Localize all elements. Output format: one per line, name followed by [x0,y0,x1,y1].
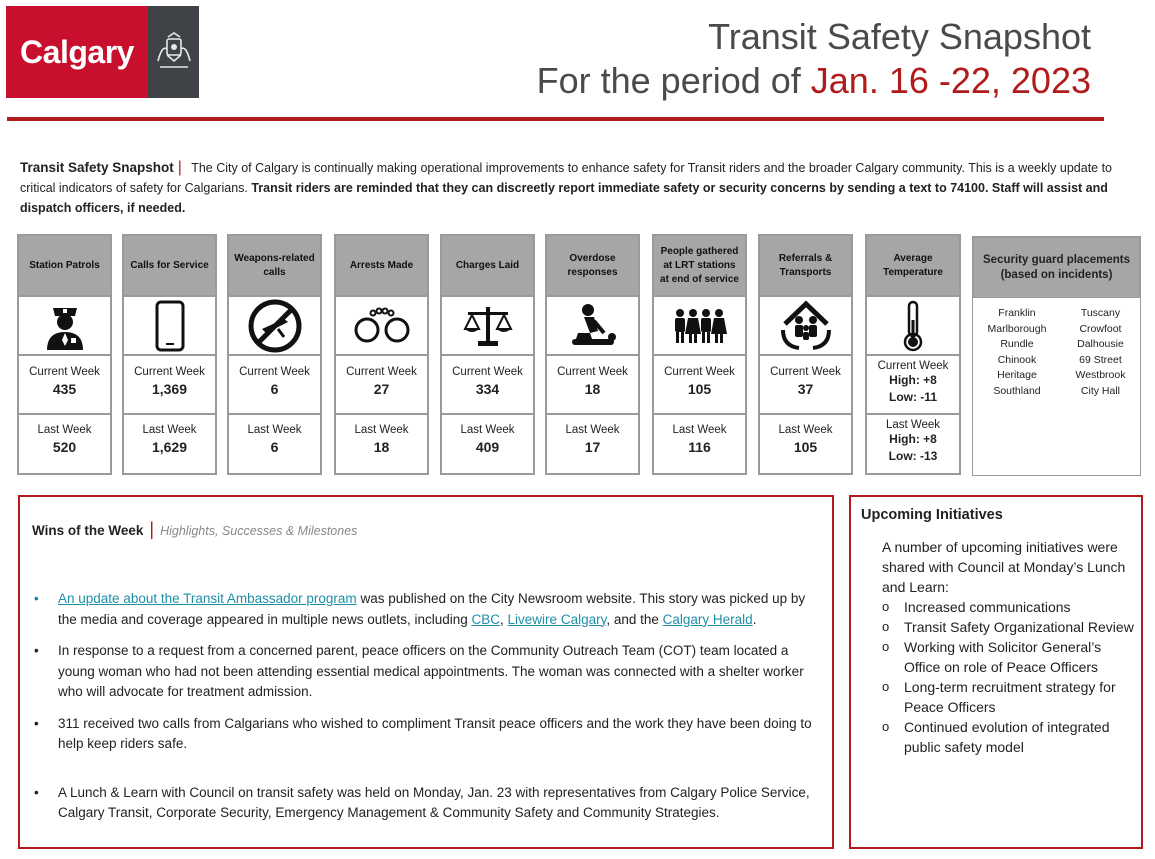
current-week-label: Current Week [664,366,735,378]
wins-list [32,589,822,835]
livewire-calgary-link[interactable]: Livewire Calgary [507,611,607,627]
intro-separator: | [177,159,182,176]
calgary-logo [6,6,199,98]
list-item: • A Lunch & Learn with Council on transit safety was held on Monday, Jan. 23 with representatives from Calgary Police Service, Calgary Transit, Corporate Security, Emergency Management & Community Safety and Community Strategies. [32,783,822,824]
ambassador-program-link[interactable]: An update about the Transit Ambassador program [58,591,357,606]
guard-location: Tuscany [1080,307,1121,319]
list-item: • 311 received two calls from Calgarians who wished to compliment Transit peace officers and the work they have been doing to help keep riders safe. [32,714,822,755]
last-week-cell [442,415,533,473]
upcoming-intro: A number of upcoming initiatives were shared with Council at Monday’s Lunch and Learn: [882,539,1126,595]
upcoming-title: Upcoming Initiatives [861,507,1003,523]
last-week-label: Last Week [885,419,941,431]
list-item-text: , [500,611,508,627]
current-week-value: 105 [687,381,712,397]
list-item-text: . [752,611,757,627]
last-week-cell [124,415,215,473]
current-week-cell [19,356,110,415]
no-weapons-icon [229,297,320,356]
current-week-label: Current Week [239,366,310,378]
crest-icon [148,6,199,98]
period-line [537,60,1091,102]
current-week-label: Current Week [770,366,841,378]
current-week-label: Current Week [134,366,205,378]
last-week-cell [654,415,745,473]
stat-arrests-made [334,234,429,475]
intro-text: The City of Calgary is continually making operational improvements to enhance safety for Transit riders and the broader Calgary community. This is a weekly update to critical indicators of safety for Calgarians. [20,161,1113,195]
last-week-label: Last Week [247,424,302,436]
current-week-cell [867,356,959,415]
last-week-cell [760,415,851,473]
wins-separator: | [149,519,155,539]
last-week-cell [229,415,320,473]
last-week-cell [867,415,959,473]
current-week-value: 6 [270,381,279,397]
current-week-label: Current Week [452,366,523,378]
stat-overdose-responses [545,234,640,475]
period-prefix: For the period of [536,60,811,101]
stat-referrals-transports [758,234,853,475]
wins-title: Wins of the Week [32,523,144,538]
current-week-label: Current Week [877,360,949,372]
last-week-label: Last Week [565,424,620,436]
current-week-cell [124,356,215,415]
calgary-herald-link[interactable]: Calgary Herald [662,611,753,627]
wins-heading [32,519,357,540]
intro-bold-text: Transit riders are reminded that they can discreetly report immediate safety or security concerns by sending a text to 74100. Staff will assist and dispatch officers, if needed. [20,181,1108,215]
current-week-label: Current Week [557,366,628,378]
stat-label: Weapons-related calls [229,236,320,297]
stat-label: Charges Laid [442,236,533,297]
last-week-label: Last Week [672,424,727,436]
stat-charges-laid [440,234,535,475]
guard-location: Heritage [997,369,1037,381]
current-week-value: 18 [584,381,601,397]
current-week-value: 37 [797,381,814,397]
guard-location: Dalhousie [1077,338,1124,350]
last-week-cell [19,415,110,473]
current-week-label: Current Week [29,366,100,378]
current-week-value: 334 [475,381,500,397]
current-week-cell [229,356,320,415]
current-week-label: Current Week [346,366,417,378]
stat-station-patrols [17,234,112,475]
stat-label: Station Patrols [19,236,110,297]
current-week-value: 1,369 [151,381,188,397]
group-people-icon [654,297,745,356]
last-week-value: 1,629 [151,439,188,455]
last-week-value: 17 [584,439,601,455]
guard-column-right [1075,306,1125,399]
guard-location: Rundle [1000,338,1034,350]
last-low: Low: -13 [888,449,938,463]
last-week-label: Last Week [37,424,92,436]
scales-icon [442,297,533,356]
list-item [32,589,822,630]
stat-people-gathered-lrt [652,234,747,475]
security-guard-placements [972,236,1141,476]
guard-heading: Security guard placements (based on incidents) [973,237,1140,298]
guard-location: Southland [993,384,1041,397]
stat-average-temperature [865,234,961,475]
current-week-cell [442,356,533,415]
stat-label: Overdose responses [547,236,638,297]
stat-weapons-related-calls [227,234,322,475]
guard-location: City Hall [1080,384,1121,397]
stat-calls-for-service [122,234,217,475]
last-week-label: Last Week [778,424,833,436]
stat-label: Calls for Service [124,236,215,297]
stat-label: People gathered at LRT stations at end of service [654,236,745,297]
last-high: High: +8 [889,432,937,446]
last-week-value: 6 [270,439,279,455]
header-divider [7,117,1104,121]
list-item: o Long-term recruitment strategy for Peace Officers [882,677,1138,717]
thermometer-icon [867,297,959,356]
guard-location: 69 Street [1079,353,1122,366]
logo-wordmark: Calgary [6,6,148,98]
wins-of-the-week [18,495,834,849]
phone-icon [124,297,215,356]
last-week-value: 116 [688,439,711,455]
guard-location: Franklin [998,307,1036,319]
cbc-link[interactable]: CBC [471,611,501,627]
last-week-cell [336,415,427,473]
last-week-label: Last Week [142,424,197,436]
current-week-cell [547,356,638,415]
list-item-text: was published on the City Newsroom website. This story was picked up by the media and coverage appeared in multiple news outlets, including [58,591,806,627]
guard-location: Crowfoot [1079,322,1122,335]
last-week-label: Last Week [460,424,515,436]
family-home-icon [760,297,851,356]
current-low: Low: -11 [888,390,937,404]
intro-lead: Transit Safety Snapshot [20,160,174,175]
guard-location: Chinook [997,353,1037,366]
last-week-value: 409 [475,439,500,455]
last-week-cell [547,415,638,473]
list-item: o Continued evolution of integrated public safety model [882,717,1138,757]
current-week-cell [654,356,745,415]
handcuffs-icon [336,297,427,356]
stat-label: Average Temperature [867,236,959,297]
current-week-cell [336,356,427,415]
list-item: • In response to a request from a concerned parent, peace officers on the Community Outreach Team (COT) team located a young woman who had not been attending essential medical appointments. The woman was connected with a shelter worker who will advocate for treatment admission. [32,641,822,703]
current-week-value: 27 [373,381,390,397]
guard-location: Westbrook [1075,369,1126,381]
last-week-value: 18 [373,439,390,455]
cpr-icon [547,297,638,356]
current-high: High: +8 [889,373,937,387]
guard-column-left [988,306,1047,399]
upcoming-list [882,597,1138,757]
police-officer-icon [19,297,110,356]
upcoming-body [882,537,1138,757]
intro-paragraph [20,158,1120,218]
wins-subtitle: Highlights, Successes & Milestones [160,524,358,538]
list-item-text: , and the [606,611,663,627]
last-week-value: 520 [52,439,77,455]
page-title: Transit Safety Snapshot [708,16,1091,57]
last-week-label: Last Week [354,424,409,436]
upcoming-initiatives [849,495,1143,849]
current-week-cell [760,356,851,415]
list-item: o Increased communications [882,597,1138,617]
period-dates: Jan. 16 -22, 2023 [810,60,1091,101]
current-week-value: 435 [52,381,77,397]
stat-label: Referrals & Transports [760,236,851,297]
last-week-value: 105 [793,439,818,455]
guard-location: Marlborough [987,322,1047,335]
list-item: o Transit Safety Organizational Review [882,617,1138,637]
list-item: o Working with Solicitor General’s Office on role of Peace Officers [882,637,1138,677]
stat-label: Arrests Made [336,236,427,297]
